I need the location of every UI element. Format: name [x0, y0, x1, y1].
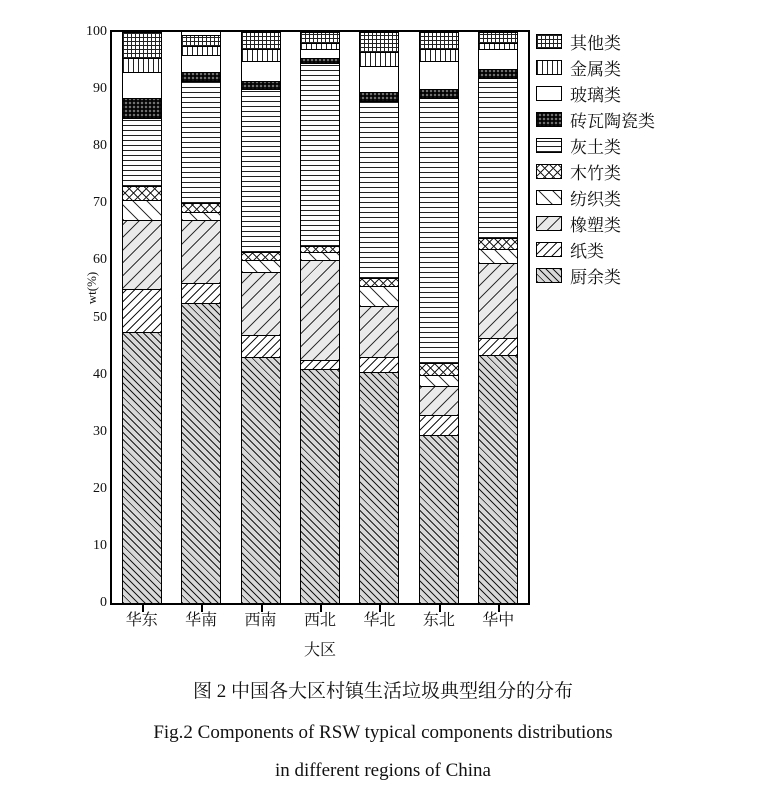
y-tick-label: 30 — [93, 423, 107, 439]
y-axis-ticks — [55, 24, 107, 610]
segment-其他类 — [123, 32, 161, 58]
legend-swatch — [536, 268, 562, 283]
segment-砖瓦陶瓷类 — [182, 72, 220, 81]
legend-swatch — [536, 190, 562, 205]
stacked-bars — [112, 32, 528, 603]
legend-item — [536, 262, 754, 288]
segment-金属类 — [123, 58, 161, 72]
segment-其他类 — [420, 32, 458, 49]
segment-玻璃类 — [182, 55, 220, 72]
segment-其他类 — [479, 32, 517, 43]
x-tick-label: 华中 — [482, 612, 515, 629]
segment-橡塑类 — [301, 260, 339, 360]
bar-西北 — [300, 32, 340, 603]
x-axis-ticks — [112, 607, 528, 631]
caption-chinese: 图 2 中国各大区村镇生活垃圾典型组分的分布 — [192, 681, 573, 702]
segment-其他类 — [182, 35, 220, 46]
y-tick-label: 10 — [93, 537, 107, 553]
y-tick-label: 80 — [93, 138, 107, 154]
legend-label: 橡塑类 — [570, 215, 621, 235]
y-tick-label: 40 — [93, 366, 107, 382]
segment-灰土类 — [301, 63, 339, 246]
legend-item — [536, 158, 754, 184]
y-tick-label: 50 — [93, 309, 107, 325]
legend-label: 木竹类 — [570, 163, 621, 183]
legend-swatch — [536, 60, 562, 75]
segment-砖瓦陶瓷类 — [360, 92, 398, 101]
segment-金属类 — [242, 49, 280, 60]
legend-label: 金属类 — [570, 59, 621, 79]
segment-木竹类 — [420, 363, 458, 374]
segment-纺织类 — [420, 375, 458, 386]
bar-西南 — [241, 32, 281, 603]
segment-橡塑类 — [420, 386, 458, 415]
segment-厨余类 — [123, 332, 161, 603]
segment-玻璃类 — [301, 49, 339, 58]
segment-纺织类 — [242, 260, 280, 271]
segment-厨余类 — [360, 372, 398, 603]
segment-玻璃类 — [479, 49, 517, 69]
bar-东北 — [419, 32, 459, 603]
segment-砖瓦陶瓷类 — [123, 98, 161, 118]
legend-label: 灰土类 — [570, 137, 621, 157]
legend-swatch — [536, 86, 562, 101]
legend-item — [536, 54, 754, 80]
legend-label: 纺织类 — [570, 189, 621, 209]
segment-纺织类 — [301, 252, 339, 261]
segment-纺织类 — [360, 286, 398, 306]
legend-swatch — [536, 34, 562, 49]
segment-橡塑类 — [182, 220, 220, 283]
segment-纸类 — [360, 357, 398, 371]
segment-橡塑类 — [479, 263, 517, 337]
y-axis-label: wt(%) — [84, 271, 99, 305]
x-axis-label: 大区 — [303, 642, 336, 659]
segment-砖瓦陶瓷类 — [420, 89, 458, 98]
segment-金属类 — [182, 46, 220, 55]
legend-label: 玻璃类 — [570, 85, 621, 105]
segment-灰土类 — [123, 118, 161, 187]
legend-item — [536, 236, 754, 262]
y-tick-label: 20 — [93, 480, 107, 496]
segment-橡塑类 — [242, 272, 280, 335]
legend-label: 砖瓦陶瓷类 — [570, 111, 655, 131]
segment-玻璃类 — [360, 66, 398, 92]
bar-华中 — [478, 32, 518, 603]
bar-华东 — [122, 32, 162, 603]
segment-橡塑类 — [360, 306, 398, 357]
segment-木竹类 — [123, 186, 161, 200]
legend-label: 厨余类 — [570, 267, 621, 287]
segment-木竹类 — [479, 238, 517, 249]
segment-其他类 — [301, 32, 339, 43]
segment-其他类 — [242, 32, 280, 49]
segment-灰土类 — [360, 101, 398, 278]
legend-swatch — [536, 112, 562, 127]
legend-label: 纸类 — [570, 241, 604, 261]
segment-橡塑类 — [123, 220, 161, 289]
segment-砖瓦陶瓷类 — [479, 69, 517, 78]
segment-纸类 — [301, 360, 339, 369]
segment-厨余类 — [301, 369, 339, 603]
segment-厨余类 — [182, 303, 220, 603]
segment-纸类 — [182, 283, 220, 303]
segment-纺织类 — [123, 200, 161, 220]
x-tick-label: 西北 — [303, 612, 336, 629]
segment-木竹类 — [242, 252, 280, 261]
y-tick-label: 0 — [100, 595, 107, 610]
segment-其他类 — [360, 32, 398, 52]
legend-item — [536, 28, 754, 54]
segment-厨余类 — [242, 357, 280, 603]
legend-item — [536, 80, 754, 106]
segment-木竹类 — [360, 278, 398, 287]
segment-纸类 — [123, 289, 161, 332]
segment-木竹类 — [182, 203, 220, 212]
segment-纸类 — [479, 338, 517, 355]
segment-纸类 — [420, 415, 458, 435]
legend-item — [536, 184, 754, 210]
caption-english-line1: Fig.2 Components of RSW typical components distributions — [153, 722, 613, 743]
segment-玻璃类 — [420, 61, 458, 90]
segment-金属类 — [420, 49, 458, 60]
legend — [536, 28, 754, 288]
segment-玻璃类 — [123, 72, 161, 98]
legend-swatch — [536, 242, 562, 257]
legend-swatch — [536, 164, 562, 179]
segment-纺织类 — [182, 212, 220, 221]
x-tick-label: 西南 — [244, 612, 277, 629]
legend-item — [536, 106, 754, 132]
segment-砖瓦陶瓷类 — [301, 58, 339, 64]
segment-纸类 — [242, 335, 280, 358]
segment-砖瓦陶瓷类 — [242, 81, 280, 90]
segment-金属类 — [360, 52, 398, 66]
x-tick-label: 华南 — [185, 612, 218, 629]
segment-玻璃类 — [242, 61, 280, 81]
legend-swatch — [536, 216, 562, 231]
segment-金属类 — [479, 43, 517, 49]
segment-厨余类 — [420, 435, 458, 603]
legend-swatch — [536, 138, 562, 153]
segment-厨余类 — [479, 355, 517, 603]
segment-纺织类 — [479, 249, 517, 263]
segment-灰土类 — [182, 81, 220, 204]
segment-灰土类 — [479, 78, 517, 238]
x-tick-label: 华北 — [363, 612, 396, 629]
legend-item — [536, 132, 754, 158]
segment-木竹类 — [301, 246, 339, 252]
legend-item — [536, 210, 754, 236]
legend-label: 其他类 — [570, 33, 621, 53]
bar-华南 — [181, 32, 221, 603]
caption-english-line2: in different regions of China — [275, 760, 491, 781]
x-tick-label: 华东 — [125, 612, 158, 629]
segment-灰土类 — [242, 89, 280, 252]
y-tick-label: 70 — [93, 195, 107, 211]
segment-金属类 — [301, 43, 339, 49]
x-tick-label: 东北 — [422, 612, 455, 629]
y-tick-label: 60 — [93, 252, 107, 268]
segment-灰土类 — [420, 98, 458, 364]
bar-华北 — [359, 32, 399, 603]
y-tick-label: 90 — [93, 81, 107, 97]
y-tick-label: 100 — [86, 24, 107, 39]
